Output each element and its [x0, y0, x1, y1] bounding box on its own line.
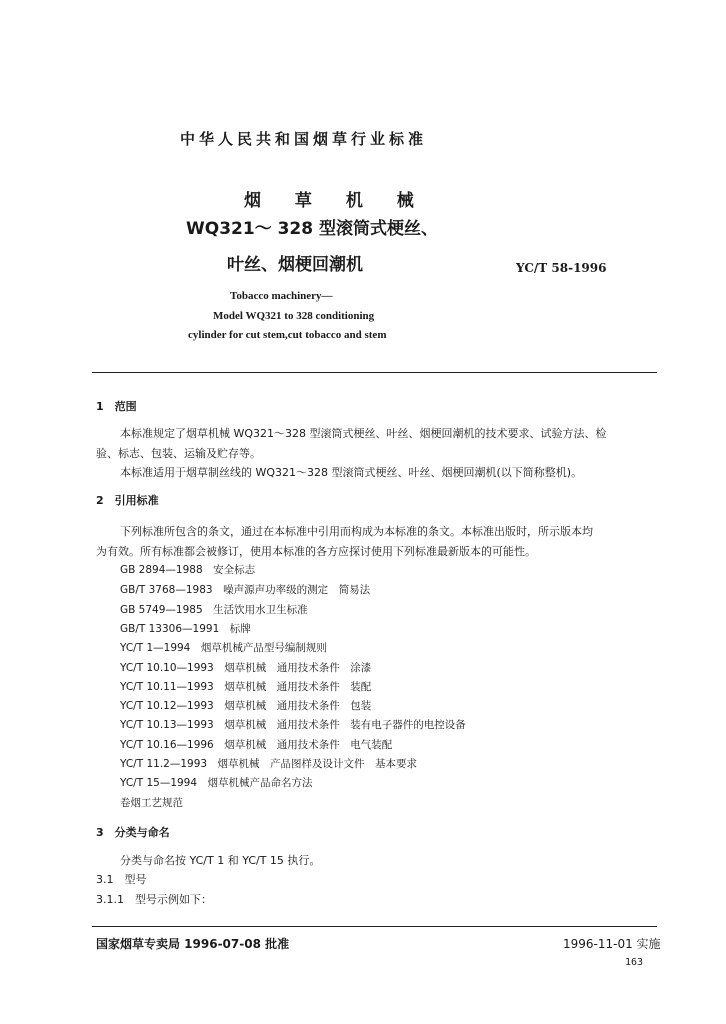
- document-title-line-3: 叶丝、烟梗回潮机: [227, 255, 363, 275]
- reference-item: YC/T 1—1994 烟草机械产品型号编制规则: [120, 642, 327, 654]
- section-2-intro-line-2: 为有效。所有标准都会被修订，使用本标准的各方应探讨使用下列标准最新版本的可能性。: [96, 545, 536, 558]
- header-divider: [92, 372, 657, 373]
- english-title-line-2: Model WQ321 to 328 conditioning: [213, 310, 375, 322]
- reference-item: GB 5749—1985 生活饮用水卫生标准: [120, 604, 308, 616]
- reference-item: YC/T 10.16—1996 烟草机械 通用技术条件 电气装配: [120, 739, 393, 751]
- reference-item: YC/T 10.10—1993 烟草机械 通用技术条件 涂漆: [120, 662, 372, 674]
- effective-date: 1996-11-01 实施: [563, 937, 661, 951]
- section-1-para-2: 本标准适用于烟草制丝线的 WQ321～328 型滚筒式梗丝、叶丝、烟梗回潮机(以下简称整机)。: [120, 466, 583, 479]
- reference-item: YC/T 11.2—1993 烟草机械 产品图样及设计文件 基本要求: [120, 758, 418, 770]
- english-title-line-3: cylinder for cut stem,cut tobacco and stem: [188, 329, 387, 341]
- section-1-para-1-line-1: 本标准规定了烟草机械 WQ321～328 型滚筒式梗丝、叶丝、烟梗回潮机的技术要求、试验方法、检: [120, 427, 607, 440]
- english-title-line-1: Tobacco machinery—: [230, 290, 333, 302]
- document-title-line-2: WQ321～ 328 型滚筒式梗丝、: [186, 219, 439, 239]
- page-number: 163: [625, 957, 644, 968]
- footer-divider: [92, 926, 657, 927]
- section-2-heading: 2 引用标准: [96, 494, 159, 507]
- reference-item: GB 2894—1988 安全标志: [120, 564, 256, 576]
- section-3-1-heading: 3.1 型号: [96, 873, 147, 886]
- reference-item: YC/T 10.11—1993 烟草机械 通用技术条件 装配: [120, 681, 372, 693]
- section-3-heading: 3 分类与命名: [96, 826, 170, 839]
- organization-title: 中华人民共和国烟草行业标准: [180, 130, 428, 148]
- section-2-intro-line-1: 下列标准所包含的条文，通过在本标准中引用而构成为本标准的条文。本标准出版时，所示版本均: [120, 525, 593, 538]
- standard-number: YC/T 58-1996: [516, 261, 607, 275]
- document-title-line-1: 烟 草 机 械: [244, 191, 428, 211]
- reference-item: GB/T 13306—1991 标牌: [120, 623, 251, 635]
- reference-item: YC/T 10.12—1993 烟草机械 通用技术条件 包装: [120, 700, 372, 712]
- reference-item: YC/T 15—1994 烟草机械产品命名方法: [120, 777, 313, 789]
- section-3-1-1-heading: 3.1.1 型号示例如下：: [96, 893, 212, 906]
- section-3-para: 分类与命名按 YC/T 1 和 YC/T 15 执行。: [120, 854, 321, 867]
- reference-item: 卷烟工艺规范: [120, 797, 183, 809]
- section-1-para-1-line-2: 验、标志、包装、运输及贮存等。: [96, 447, 261, 460]
- approval-date: 国家烟草专卖局 1996-07-08 批准: [96, 937, 290, 951]
- section-1-heading: 1 范围: [96, 400, 137, 413]
- reference-item: YC/T 10.13—1993 烟草机械 通用技术条件 装有电子器件的电控设备: [120, 719, 466, 731]
- reference-item: GB/T 3768—1983 噪声源声功率级的测定 简易法: [120, 584, 371, 596]
